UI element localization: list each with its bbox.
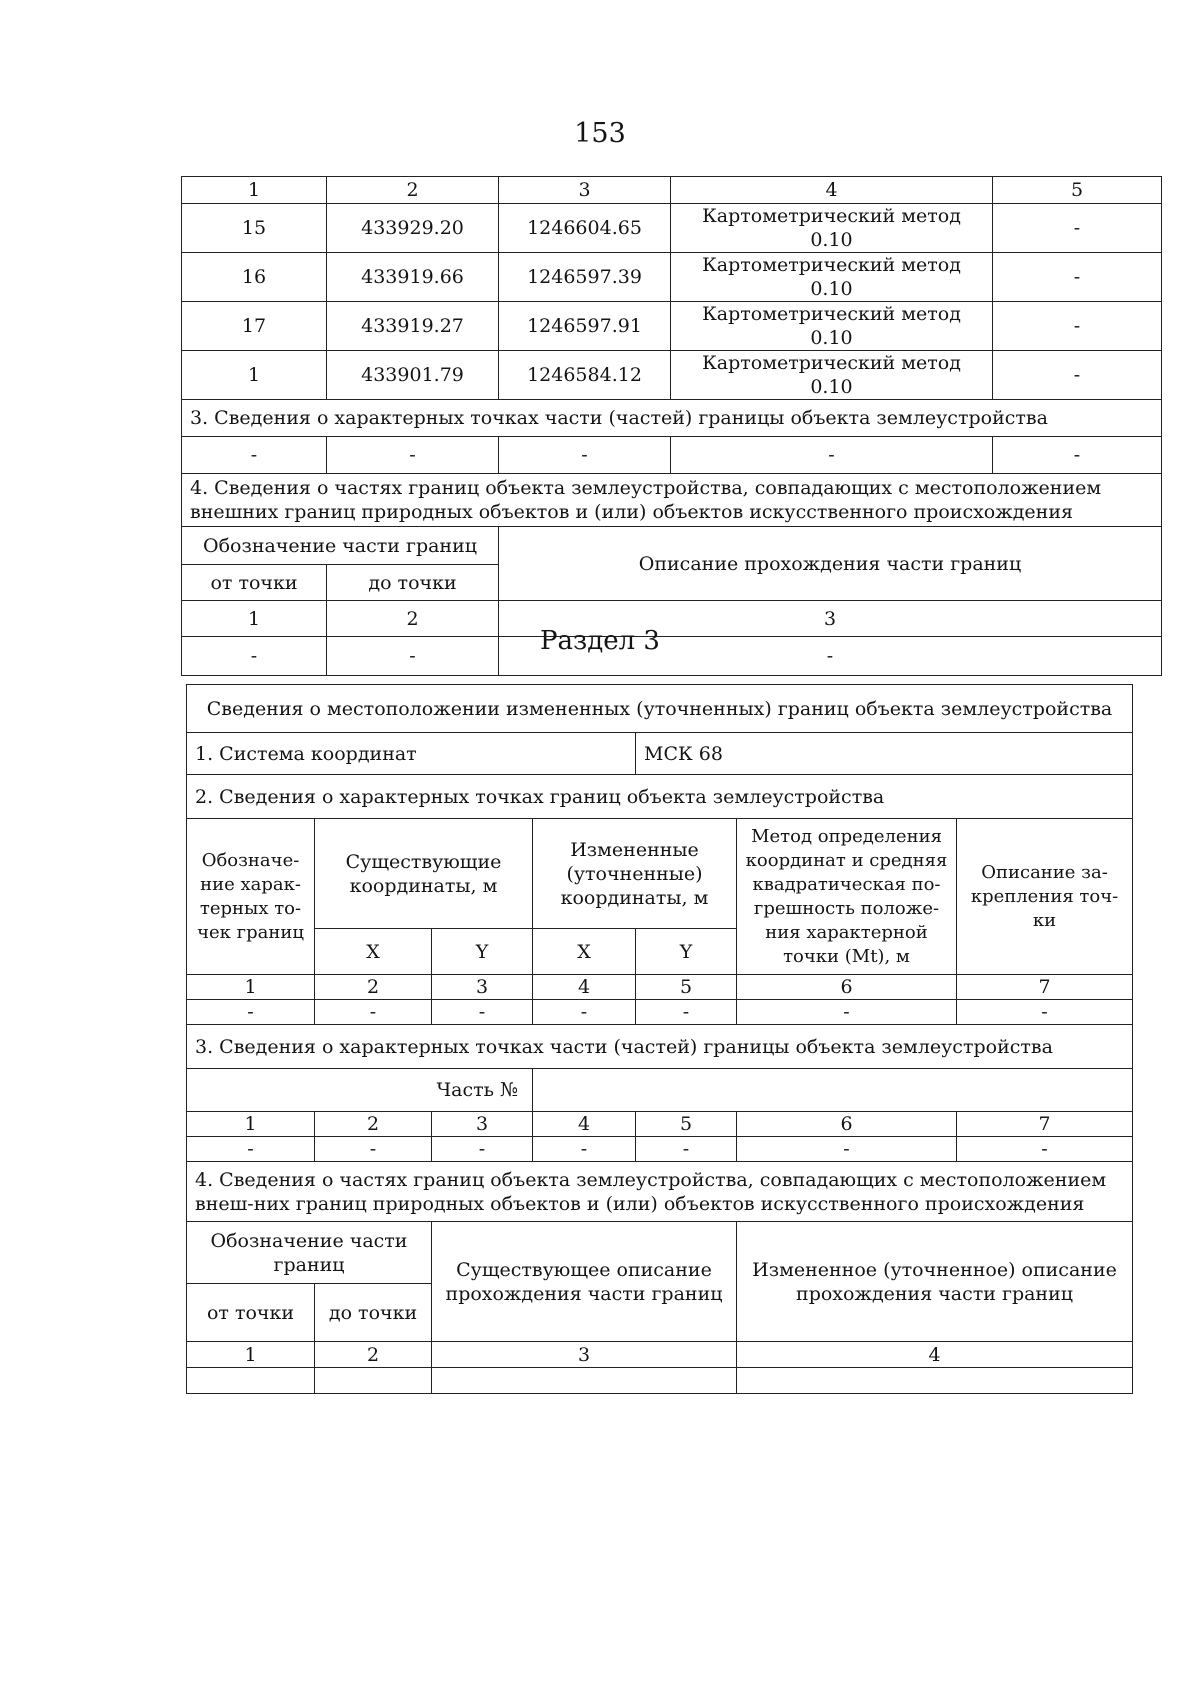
header-cell: 2 (327, 177, 499, 204)
table-cell: - (993, 437, 1162, 474)
from-point-label: от точки (182, 565, 327, 601)
point-id: 1 (182, 351, 327, 400)
header-cell: 1 (182, 177, 327, 204)
table-cell: - (432, 1137, 533, 1162)
table-cell (737, 1368, 1133, 1394)
method: Картометрический метод 0.10 (671, 204, 993, 253)
changed-boundaries-table (186, 684, 1133, 1394)
page-number: 153 (574, 118, 626, 149)
table-cell: 2 (315, 1342, 432, 1368)
table-row (187, 1342, 1133, 1368)
to-point-label: до точки (315, 1284, 432, 1342)
col-existing: Существующие координаты, м (315, 819, 533, 929)
boundary-part-label: Обозначение части границ (182, 527, 499, 565)
section-heading: Раздел 3 (540, 626, 660, 656)
y-coordinate: 1246604.65 (499, 204, 671, 253)
section2-title: 2. Сведения о характерных точках границ объекта землеустройства (187, 775, 1133, 819)
table-cell: - (182, 637, 327, 676)
table-cell: 3 (432, 1112, 533, 1137)
col-fixing: Описание за-крепления точ-ки (957, 819, 1133, 975)
table-cell: 4 (533, 1112, 636, 1137)
table-cell: 2 (315, 1112, 432, 1137)
table-cell (432, 1368, 737, 1394)
table-cell: 6 (737, 1112, 957, 1137)
table-cell (315, 1368, 432, 1394)
y-coordinate: 1246597.39 (499, 253, 671, 302)
table-cell: - (327, 637, 499, 676)
table-header-row (187, 819, 1133, 929)
col-changed: Измененные (уточненные) координаты, м (533, 819, 737, 929)
x-header: X (533, 929, 636, 975)
table-row (182, 253, 1162, 302)
table-cell (187, 1368, 315, 1394)
header-cell: 4 (671, 177, 993, 204)
table-row (182, 351, 1162, 400)
fixing: - (993, 351, 1162, 400)
table-row (182, 204, 1162, 253)
table-row (187, 733, 1133, 775)
table-cell: 5 (636, 975, 737, 1000)
table-header-row (182, 177, 1162, 204)
table-cell: 1 (182, 601, 327, 637)
x-coordinate: 433929.20 (327, 204, 499, 253)
col-designation: Обозначе-ние харак-терных то-чек границ (187, 819, 315, 975)
table-cell: - (327, 437, 499, 474)
y-coordinate: 1246597.91 (499, 302, 671, 351)
section-row (182, 400, 1162, 437)
coord-system-value: МСК 68 (636, 733, 1133, 775)
section-row (187, 775, 1133, 819)
x-coordinate: 433919.27 (327, 302, 499, 351)
table-row (187, 1112, 1133, 1137)
table-row (187, 1137, 1133, 1162)
table-cell: 3 (499, 601, 1162, 637)
table-cell: 1 (187, 975, 315, 1000)
y-header: Y (636, 929, 737, 975)
table-cell: - (499, 637, 1162, 676)
table-row (182, 527, 1162, 565)
table-cell: 7 (957, 1112, 1133, 1137)
table-cell: - (315, 1137, 432, 1162)
x-coordinate: 433919.66 (327, 253, 499, 302)
table-row (182, 437, 1162, 474)
x-coordinate: 433901.79 (327, 351, 499, 400)
description-label: Описание прохождения части границ (499, 527, 1162, 601)
coord-system-label: 1. Система координат (187, 733, 636, 775)
table-cell: 7 (957, 975, 1133, 1000)
table-cell: - (737, 1000, 957, 1025)
table-cell: - (671, 437, 993, 474)
table-cell: - (957, 1000, 1133, 1025)
table-cell: 1 (187, 1342, 315, 1368)
table-cell: - (737, 1137, 957, 1162)
point-id: 17 (182, 302, 327, 351)
table-cell: - (499, 437, 671, 474)
table-cell: 5 (636, 1112, 737, 1137)
section-row (187, 1025, 1133, 1069)
fixing: - (993, 204, 1162, 253)
table-cell: 3 (432, 1342, 737, 1368)
table-cell: - (432, 1000, 533, 1025)
table-cell: 1 (187, 1112, 315, 1137)
table-cell: - (533, 1000, 636, 1025)
table-cell: - (636, 1000, 737, 1025)
table-cell: 6 (737, 975, 957, 1000)
boundary-points-table (181, 176, 1162, 676)
changed-description-label: Измененное (уточненное) описание прохождения части границ (737, 1222, 1133, 1342)
table-cell: - (636, 1137, 737, 1162)
y-header: Y (432, 929, 533, 975)
from-point-label: от точки (187, 1284, 315, 1342)
table-row (187, 1069, 1133, 1112)
existing-description-label: Существующее описание прохождения части границ (432, 1222, 737, 1342)
method: Картометрический метод 0.10 (671, 351, 993, 400)
section-row (182, 474, 1162, 527)
part-no-label: Часть № (187, 1069, 533, 1112)
col-method: Метод определения координат и средняя квадратическая по-грешность положе-ния характерной точки (Mt), м (737, 819, 957, 975)
header-cell: 3 (499, 177, 671, 204)
method: Картометрический метод 0.10 (671, 302, 993, 351)
part-no-value (533, 1069, 1133, 1112)
to-point-label: до точки (327, 565, 499, 601)
table-cell: - (957, 1137, 1133, 1162)
table-cell: 4 (533, 975, 636, 1000)
section4-title: 4. Сведения о частях границ объекта землеустройства, совпадающих с местоположением внешних границ природных объектов и (или) объектов искусственного происхождения (182, 474, 1162, 527)
table-cell: 3 (432, 975, 533, 1000)
point-id: 16 (182, 253, 327, 302)
table-cell: - (187, 1137, 315, 1162)
table-title: Сведения о местоположении измененных (уточненных) границ объекта землеустройства (187, 685, 1133, 733)
header-cell: 5 (993, 177, 1162, 204)
section3-title: 3. Сведения о характерных точках части (частей) границы объекта землеустройства (187, 1025, 1133, 1069)
table-cell: 2 (327, 601, 499, 637)
section-row (187, 1162, 1133, 1222)
point-id: 15 (182, 204, 327, 253)
section3-title: 3. Сведения о характерных точках части (частей) границы объекта землеустройства (182, 400, 1162, 437)
x-header: X (315, 929, 432, 975)
boundary-part-label: Обозначение части границ (187, 1222, 432, 1284)
table-row (187, 1368, 1133, 1394)
method: Картометрический метод 0.10 (671, 253, 993, 302)
table-cell: - (187, 1000, 315, 1025)
fixing: - (993, 253, 1162, 302)
table-row (187, 1000, 1133, 1025)
table-row (187, 975, 1133, 1000)
table-cell: 4 (737, 1342, 1133, 1368)
table-header-row (187, 1222, 1133, 1284)
table-row (182, 302, 1162, 351)
section4-title: 4. Сведения о частях границ объекта землеустройства, совпадающих с местоположением внеш-них границ природных объектов и (или) объектов искусственного происхождения (187, 1162, 1133, 1222)
table-title-row (187, 685, 1133, 733)
fixing: - (993, 302, 1162, 351)
table-cell: - (315, 1000, 432, 1025)
y-coordinate: 1246584.12 (499, 351, 671, 400)
table-cell: 2 (315, 975, 432, 1000)
table-cell: - (533, 1137, 636, 1162)
table-cell: - (182, 437, 327, 474)
